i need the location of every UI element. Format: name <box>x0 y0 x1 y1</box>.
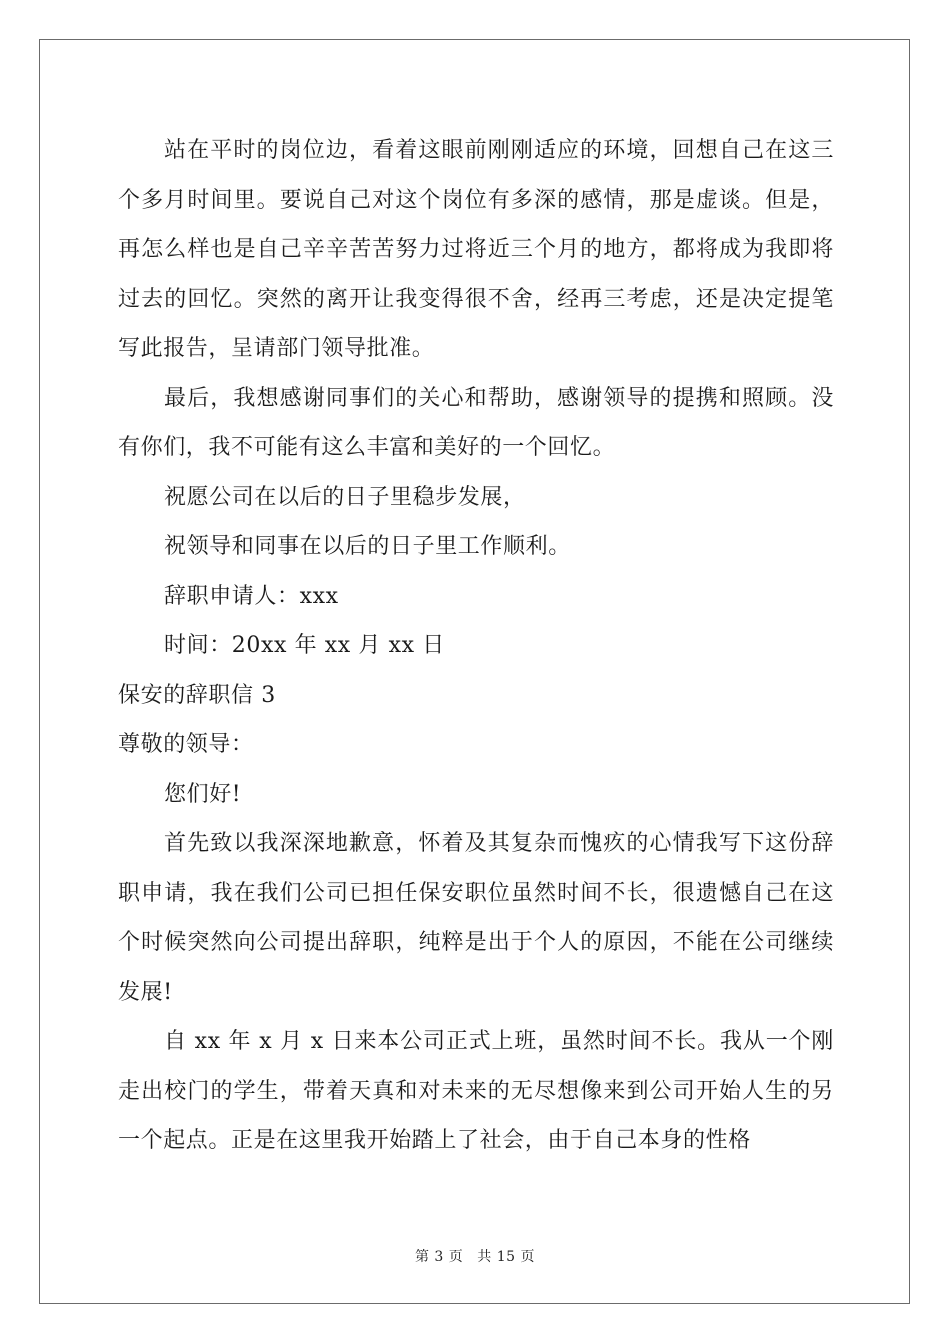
page-total: 共 15 页 <box>477 1249 536 1265</box>
paragraph-start-date: 自 xx 年 x 月 x 日来本公司正式上班，虽然时间不长。我从一个刚走出校门的学生，带着天真和对未来的无尽想像来到公司开始人生的另一个起点。正是在这里我开始踏上了社会，由于自己本身的性格 <box>118 1029 834 1153</box>
paragraph-apology: 首先致以我深深地歉意，怀着及其复杂而愧疚的心情我写下这份辞职申请，我在我们公司已担任保安职位虽然时间不长，很遗憾自己在这个时候突然向公司提出辞职，纯粹是出于个人的原因，不能在公司继续发展! <box>118 831 834 1005</box>
page-number: 第 3 页 <box>414 1249 464 1265</box>
greeting: 您们好! <box>164 781 242 807</box>
paragraph-thanks: 最后，我想感谢同事们的关心和帮助，感谢领导的提携和照顾。没有你们，我不可能有这么丰富和美好的一个回忆。 <box>118 385 834 460</box>
date-line: 时间：20xx 年 xx 月 xx 日 <box>164 633 445 658</box>
section-title: 保安的辞职信 3 <box>118 682 276 708</box>
paragraph-wish-company: 祝愿公司在以后的日子里稳步发展， <box>164 484 526 510</box>
paragraph-wish-colleagues: 祝领导和同事在以后的日子里工作顺利。 <box>164 534 571 559</box>
paragraph-farewell-reflection: 站在平时的岗位边，看着这眼前刚刚适应的环境，回想自己在这三个多月时间里。要说自己对这个岗位有多深的感情，那是虚谈。但是，再怎么样也是自己辛辛苦苦努力过将近三个月的地方，都将成为我即将过去的回忆。突然的离开让我变得很不舍，经再三考虑，还是决定提笔写此报告，呈请部门领导批准。 <box>118 138 834 361</box>
applicant-line: 辞职申请人：xxx <box>164 583 339 609</box>
page-footer <box>0 1246 950 1266</box>
salutation: 尊敬的领导： <box>118 732 254 757</box>
document-body <box>118 126 834 1166</box>
